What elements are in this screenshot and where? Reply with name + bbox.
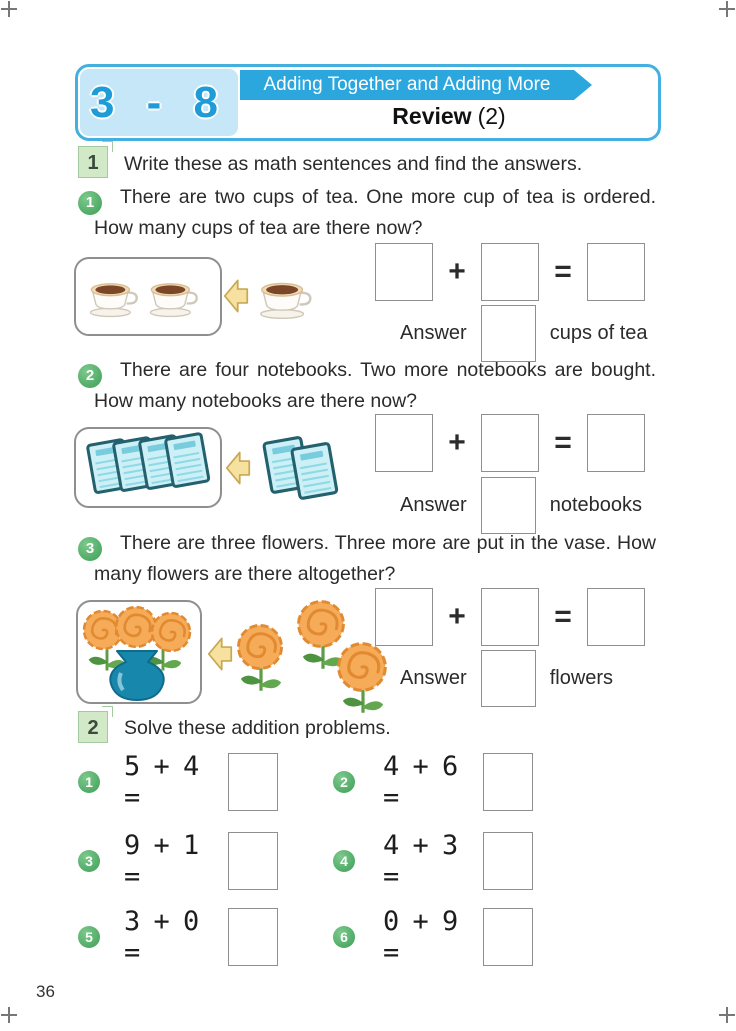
addition-problem-4: [333, 832, 533, 890]
problem-3-text: There are three flowers. Three more are put in the vase. How many flowers are there altogether?: [94, 532, 656, 585]
addend-box: [481, 414, 539, 472]
flowers-illustration: [73, 592, 403, 724]
answer-label: Answer: [400, 667, 467, 689]
notebook-icon: [292, 443, 337, 499]
addition-expression: 3 + 0 =: [124, 906, 198, 968]
addition-problem-6: [333, 908, 533, 966]
answer-unit: cups of tea: [549, 322, 648, 344]
sum-box: [228, 832, 278, 890]
answer-label: Answer: [400, 494, 467, 516]
addition-expression: 5 + 4 =: [124, 751, 198, 813]
sum-box: [483, 908, 533, 966]
strand-title-banner: [240, 70, 574, 100]
equals-sign: =: [554, 426, 572, 459]
addition-expression: 4 + 3 =: [383, 830, 457, 892]
crop-mark: [1, 1007, 17, 1023]
arrow-left-icon: [227, 452, 250, 483]
sum-box: [483, 832, 533, 890]
strand-title: Adding Together and Adding More: [263, 74, 551, 95]
page-number: 36: [36, 982, 55, 1001]
crop-mark: [719, 1007, 735, 1023]
page-title-text: Review: [392, 103, 472, 129]
sum-box: [587, 414, 645, 472]
flower-icon: [238, 625, 281, 668]
sum-box: [228, 908, 278, 966]
section-2-badge: 2: [78, 711, 108, 743]
addend-box: [481, 243, 539, 301]
addend-box: [375, 414, 433, 472]
answer-row-1: [400, 305, 648, 362]
answer-row-2: [400, 477, 642, 534]
crop-mark: [719, 1, 735, 17]
leaves-icon: [241, 666, 281, 691]
addition-problem-1: [78, 753, 278, 811]
problem-number-badge: 2: [333, 771, 355, 793]
arrow-left-icon: [225, 280, 248, 311]
leaves-icon: [343, 688, 383, 713]
teacups-illustration: [73, 252, 325, 344]
equation-row-1: [375, 243, 645, 301]
problem-number-badge: 5: [78, 926, 100, 948]
equals-sign: =: [554, 255, 572, 288]
problem-2-number: 2: [78, 364, 102, 388]
sum-box: [587, 243, 645, 301]
addend-box: [375, 588, 433, 646]
problem-number-badge: 6: [333, 926, 355, 948]
flower-icon: [339, 644, 386, 691]
problem-3-number: 3: [78, 537, 102, 561]
teacup-icon: [261, 283, 310, 318]
problem-number-badge: 4: [333, 850, 355, 872]
answer-label: Answer: [400, 322, 467, 344]
flower-icon: [152, 613, 190, 651]
section-1-instruction: Write these as math sentences and find the answers.: [124, 153, 583, 175]
flower-icon: [116, 607, 156, 647]
addend-box: [481, 588, 539, 646]
word-problem-3: [75, 530, 656, 588]
lesson-number: 3 - 8: [89, 77, 229, 127]
answer-box: [481, 650, 536, 707]
answer-box: [481, 477, 536, 534]
problem-number-badge: 3: [78, 850, 100, 872]
arrow-left-icon: [209, 638, 232, 669]
answer-box: [481, 305, 536, 362]
answer-unit: notebooks: [549, 494, 642, 516]
addition-problem-5: [78, 908, 278, 966]
equation-row-3: [375, 588, 645, 646]
addend-box: [375, 243, 433, 301]
lesson-header: [75, 64, 661, 141]
sum-box: [587, 588, 645, 646]
flower-icon: [299, 602, 344, 647]
notebook-icon: [165, 433, 209, 487]
crop-mark: [1, 1, 17, 17]
problem-1-text: There are two cups of tea. One more cup of tea is ordered. How many cups of tea are there now?: [94, 186, 656, 239]
problem-2-text: There are four notebooks. Two more notebooks are bought. How many notebooks are there now?: [94, 359, 656, 412]
equals-sign: =: [554, 600, 572, 633]
addition-expression: 0 + 9 =: [383, 906, 457, 968]
addition-problem-2: [333, 753, 533, 811]
section-1-badge: 1: [78, 146, 108, 178]
word-problem-1: [75, 184, 656, 242]
lesson-number-box: [80, 69, 238, 136]
plus-sign: +: [448, 426, 466, 459]
section-2-instruction: Solve these addition problems.: [124, 717, 391, 739]
plus-sign: +: [448, 255, 466, 288]
answer-unit: flowers: [549, 667, 614, 689]
addition-expression: 4 + 6 =: [383, 751, 457, 813]
answer-row-3: [400, 650, 613, 707]
word-problem-2: [75, 357, 656, 415]
notebooks-illustration: [73, 422, 341, 518]
problem-1-number: 1: [78, 191, 102, 215]
plus-sign: +: [448, 600, 466, 633]
equation-row-2: [375, 414, 645, 472]
sum-box: [483, 753, 533, 811]
sum-box: [228, 753, 278, 811]
addition-problem-3: [78, 832, 278, 890]
leaves-icon: [303, 644, 343, 669]
page-title-part: (2): [477, 103, 506, 129]
problem-number-badge: 1: [78, 771, 100, 793]
page-title: [240, 103, 658, 130]
addition-expression: 9 + 1 =: [124, 830, 198, 892]
